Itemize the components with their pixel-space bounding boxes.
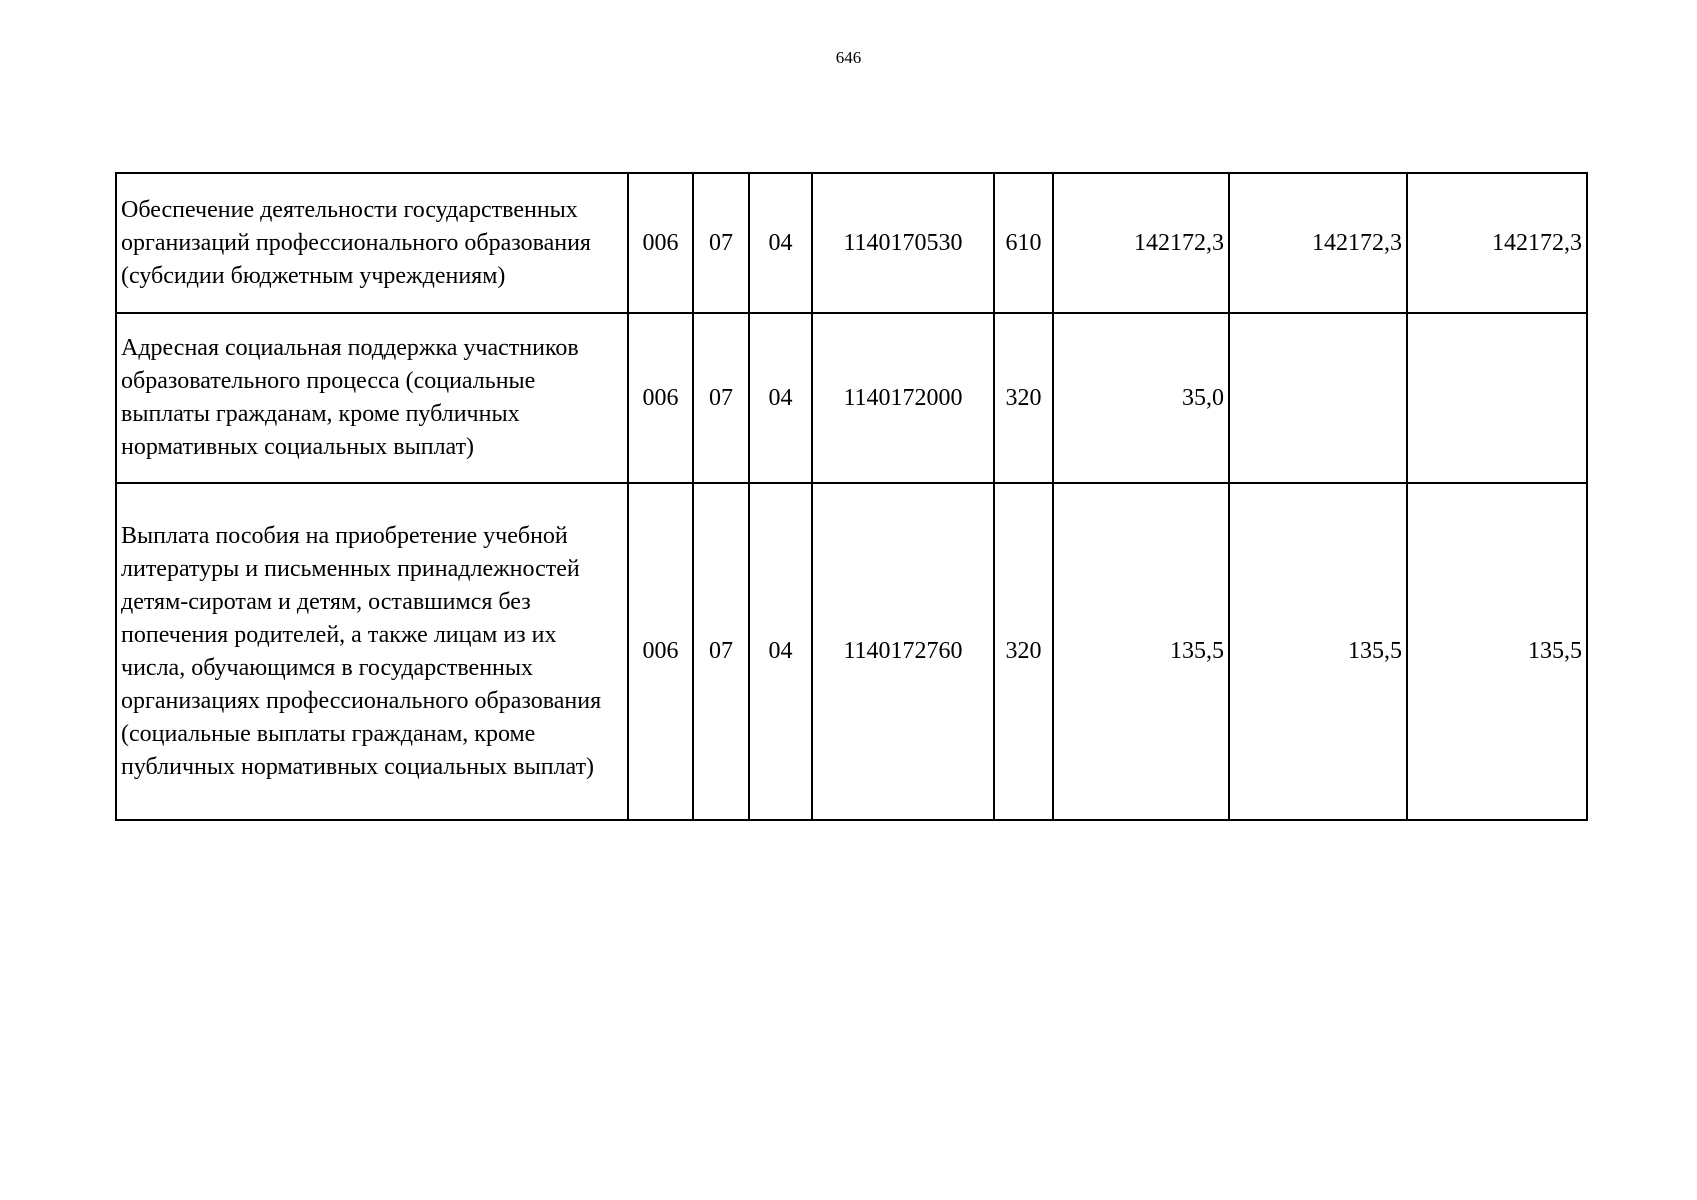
- section-code: 07: [693, 173, 749, 313]
- expense-type-code: 320: [994, 483, 1053, 820]
- table-row: [116, 313, 1587, 483]
- ministry-code: 006: [628, 173, 693, 313]
- amount-cell: 35,0: [1053, 313, 1229, 483]
- budget-table: [115, 172, 1588, 821]
- page-number: 646: [835, 48, 862, 67]
- section-code: 07: [693, 483, 749, 820]
- amount-cell: 135,5: [1229, 483, 1407, 820]
- amount-cell: [1407, 313, 1587, 483]
- amount-cell: 142172,3: [1229, 173, 1407, 313]
- amount-cell: 142172,3: [1053, 173, 1229, 313]
- subsection-code: 04: [749, 173, 812, 313]
- ministry-code: 006: [628, 313, 693, 483]
- amount-cell: 142172,3: [1407, 173, 1587, 313]
- expense-type-code: 610: [994, 173, 1053, 313]
- table-row: [116, 173, 1587, 313]
- subsection-code: 04: [749, 313, 812, 483]
- table-row: [116, 483, 1587, 820]
- amount-cell: 135,5: [1053, 483, 1229, 820]
- target-article-code: 1140172760: [812, 483, 994, 820]
- ministry-code: 006: [628, 483, 693, 820]
- subsection-code: 04: [749, 483, 812, 820]
- target-article-code: 1140172000: [812, 313, 994, 483]
- section-code: 07: [693, 313, 749, 483]
- row-description: Обеспечение деятельности государственных организаций профессионального образования (субсидии бюджетным учреждениям): [116, 173, 628, 313]
- amount-cell: [1229, 313, 1407, 483]
- target-article-code: 1140170530: [812, 173, 994, 313]
- amount-cell: 135,5: [1407, 483, 1587, 820]
- expense-type-code: 320: [994, 313, 1053, 483]
- row-description: Адресная социальная поддержка участников образовательного процесса (социальные выплаты гражданам, кроме публичных нормативных социальных выплат): [116, 313, 628, 483]
- row-description: Выплата пособия на приобретение учебной литературы и письменных принадлежностей детям-сиротам и детям, оставшимся без попечения родителей, а также лицам из их числа, обучающимся в государственных организациях профессионального образования (социальные выплаты гражданам, кроме публичных нормативных социальных выплат): [116, 483, 628, 820]
